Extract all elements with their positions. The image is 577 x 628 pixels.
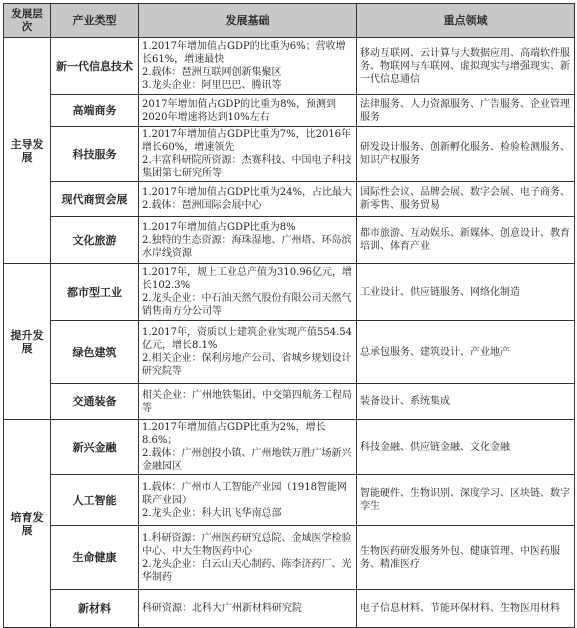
industry-type-cell: 新材料 [51, 590, 139, 628]
basis-cell [139, 526, 357, 590]
table-row [4, 182, 575, 217]
industry-type-cell: 新一代信息技术 [51, 38, 139, 95]
basis-cell [139, 217, 357, 264]
level-cell: 主导发展 [4, 38, 51, 264]
basis-cell [139, 590, 357, 628]
industry-table [3, 3, 575, 628]
header-level: 发展层次 [4, 4, 51, 38]
basis-line: 科研资源：北科大广州新材料研究院 [142, 603, 302, 614]
basis-cell [139, 420, 357, 475]
header-basis: 发展基础 [139, 4, 357, 38]
industry-type-cell: 交通装备 [51, 384, 139, 420]
focus-cell: 工业设计、供应链服务、网络化制造 [357, 264, 575, 321]
table-row [4, 38, 575, 95]
level-cell: 提升发展 [4, 264, 51, 420]
table-row [4, 420, 575, 475]
focus-cell: 装备设计、系统集成 [357, 384, 575, 420]
industry-type-cell: 高端商务 [51, 95, 139, 127]
basis-line: 1.2017年增加值占GDP的比重为6%；营收增长61%，增速最快 [142, 41, 346, 65]
focus-cell: 智能硬件、生物识别、深度学习、区块链、数字孪生 [357, 475, 575, 526]
table-row [4, 321, 575, 384]
table-row [4, 475, 575, 526]
focus-cell: 研发设计服务、创新孵化服务、检验检测服务、知识产权服务 [357, 127, 575, 182]
basis-line: 1.2017年，资质以上建筑企业实现产值554.54亿元，增长8.1% [142, 327, 352, 351]
basis-cell [139, 475, 357, 526]
industry-type-cell: 都市型工业 [51, 264, 139, 321]
header-focus: 重点领域 [357, 4, 575, 38]
basis-line: 1.2017年增加值占GDP比重为24%，占比最大 [142, 187, 352, 198]
focus-cell: 总承包服务、建筑设计、产业地产 [357, 321, 575, 384]
table-row [4, 95, 575, 127]
table-row [4, 526, 575, 590]
industry-type-cell: 人工智能 [51, 475, 139, 526]
basis-cell [139, 264, 357, 321]
basis-line: 2.载体：琶洲互联网创新集聚区 [142, 67, 282, 78]
focus-cell: 国际性会议、品牌会展、数字会展、电子商务、新零售、服务贸易 [357, 182, 575, 217]
industry-type-cell: 新兴金融 [51, 420, 139, 475]
basis-line: 2.龙头企业：白云山天心制药、陈李济药厂、光华制药 [142, 558, 352, 583]
table-row [4, 127, 575, 182]
basis-line: 2017年增加值占GDP的比重为8%，预测到2020年增速将达到10%左右 [142, 98, 337, 123]
focus-cell: 法律服务、人力资源服务、广告服务、企业管理服务 [357, 95, 575, 127]
industry-type-cell: 科技服务 [51, 127, 139, 182]
basis-line: 2.独特的生态资源：海珠湿地、广州塔、环岛滨水岸线资源 [142, 234, 352, 259]
basis-line: 1.2017年增加值占GDP比重为2%，增长8.6%； [142, 422, 326, 446]
basis-line: 3.龙头企业：阿里巴巴、腾讯等 [142, 80, 282, 91]
basis-cell [139, 321, 357, 384]
basis-line: 2.龙头企业：中石油天然气股份有限公司天然气销售南方分公司等 [142, 293, 352, 317]
focus-cell: 都市旅游、互动娱乐、新媒体、创意设计、教育培训、体育产业 [357, 217, 575, 264]
industry-type-cell: 生命健康 [51, 526, 139, 590]
basis-line: 2.龙头企业：科大讯飞华南总部 [142, 507, 282, 519]
basis-line: 1.2017年增加值占GDP比重为7%，比2016年增长60%，增速领先 [142, 129, 352, 153]
table-row [4, 384, 575, 420]
table-row [4, 264, 575, 321]
industry-type-cell: 文化旅游 [51, 217, 139, 264]
focus-cell: 移动互联网、云计算与大数据应用、高端软件服务、物联网与车联网、虚拟现实与增强现实、新一代信息通信 [357, 38, 575, 95]
basis-cell [139, 38, 357, 95]
focus-cell: 科技金融、供应链金融、文化金融 [357, 420, 575, 475]
industry-type-cell: 现代商贸会展 [51, 182, 139, 217]
basis-line: 1.载体：广州市人工智能产业园（1918智能网联产业园） [142, 481, 347, 506]
header-row [4, 4, 575, 38]
basis-line: 2.载体：广州创投小镇、广州地铁万胜广场新兴金融园区 [142, 448, 352, 472]
basis-line: 2.丰富科研院所资源：杰赛科技、中国电子科技集团第七研究所等 [142, 155, 352, 179]
focus-cell: 生物医药研发服务外包、健康管理、中医药服务、精准医疗 [357, 526, 575, 590]
table-row [4, 217, 575, 264]
basis-line: 2.载体：琶洲国际会展中心 [142, 200, 262, 211]
basis-line: 2.相关企业：保利房地产公司、省城乡规划设计研究院等 [142, 353, 352, 377]
basis-line: 相关企业：广州地铁集团、中交第四航务工程局等 [142, 389, 352, 414]
industry-type-cell: 绿色建筑 [51, 321, 139, 384]
table-row [4, 590, 575, 628]
header-type: 产业类型 [51, 4, 139, 38]
basis-cell [139, 384, 357, 420]
focus-cell: 电子信息材料、节能环保材料、生物医用材料 [357, 590, 575, 628]
basis-line: 1.2017年，规上工业总产值为310.96亿元，增长102.3% [142, 267, 352, 291]
level-cell: 培育发展 [4, 420, 51, 628]
basis-line: 1.科研资源：广州医药研究总院、金域医学检验中心、中大生物医药中心 [142, 532, 352, 557]
basis-cell [139, 127, 357, 182]
table-body [4, 38, 575, 628]
basis-cell [139, 95, 357, 127]
basis-line: 1.2017年增加值占GDP比重为8% [142, 221, 296, 233]
basis-cell [139, 182, 357, 217]
